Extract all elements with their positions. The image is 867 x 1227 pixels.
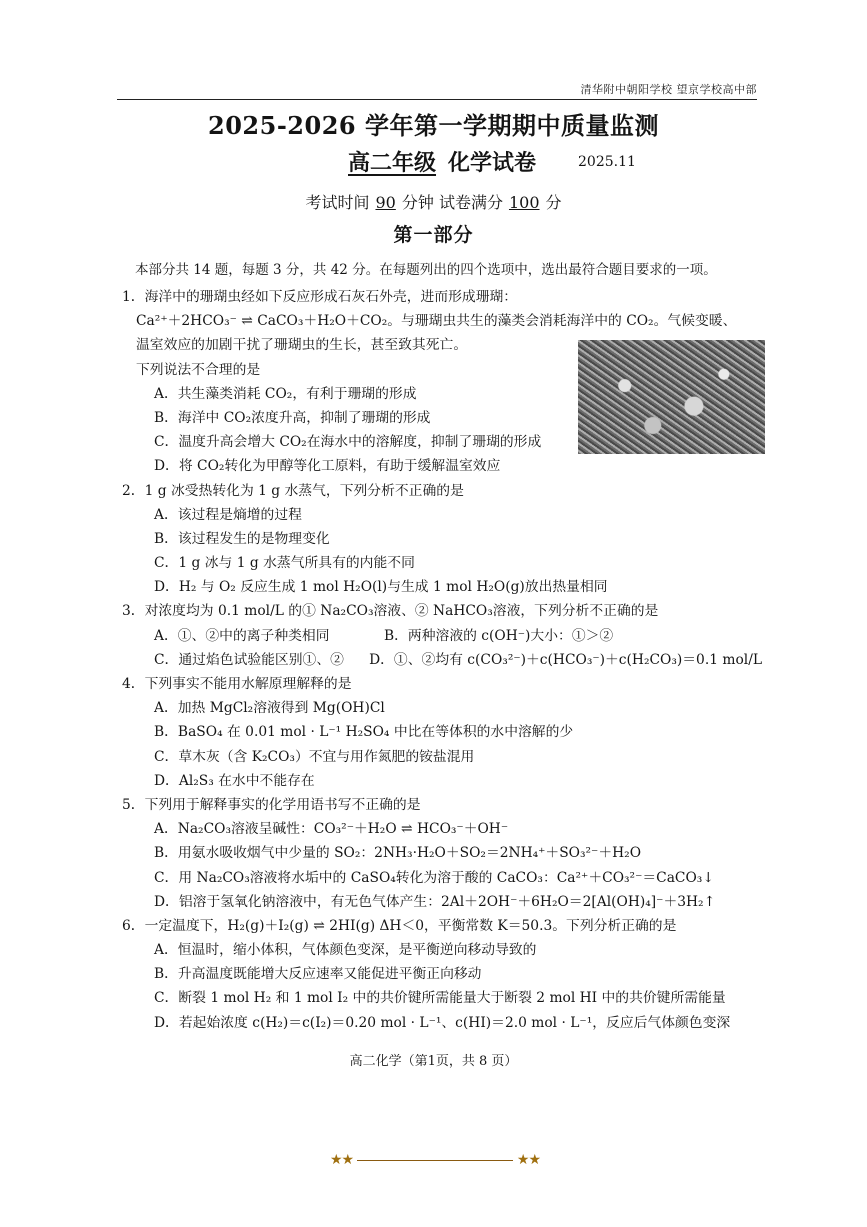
part-intro: 本部分共 14 题，每题 3 分，共 42 分。在每题列出的四个选项中，选出最符合题目要求的一项。: [135, 262, 717, 278]
question-stem: 2．1 g 冰受热转化为 1 g 水蒸气，下列分析不正确的是: [122, 482, 464, 499]
time-label: 考试时间: [305, 193, 370, 212]
option-text: B．BaSO₄ 在 0.01 mol · L⁻¹ H₂SO₄ 中比在等体积的水中溶解的少: [154, 724, 574, 741]
header-rule: [117, 99, 757, 100]
question-text: Ca²⁺＋2HCO₃⁻ ⇌ CaCO₃＋H₂O＋CO₂。与珊瑚虫共生的藻类会消耗海洋中的 CO₂。气候变暖、: [136, 313, 737, 330]
score-label: 试卷满分: [438, 193, 503, 212]
coral-photo: [578, 340, 765, 454]
option-text: D．若起始浓度 c(H₂)＝c(I₂)＝0.20 mol · L⁻¹、c(HI)＝2.0 mol · L⁻¹，反应后气体颜色变深: [154, 1014, 731, 1031]
question-text: 下列说法不合理的是: [136, 361, 261, 378]
option-row: [122, 624, 762, 648]
option-text: C．用 Na₂CO₃溶液将水垢中的 CaSO₄转化为溶于酸的 CaCO₃：Ca²⁺＋CO₃²⁻＝CaCO₃↓: [154, 869, 714, 886]
option-text: D．①、②均有 c(CO₃²⁻)＋c(HCO₃⁻)＋c(H₂CO₃)＝0.1 mol/L: [369, 651, 762, 668]
option-text: A．①、②中的离子种类相同: [154, 627, 330, 644]
score-unit: 分: [545, 193, 562, 212]
exam-subtitle: [348, 146, 536, 177]
school-name: 清华附中朝阳学校 望京学校高中部: [580, 83, 757, 96]
question-stem: 5．下列用于解释事实的化学用语书写不正确的是: [122, 796, 421, 813]
option-text: B．升高温度既能增大反应速率又能促进平衡正向移动: [154, 966, 482, 983]
subject-label: 化学试卷: [448, 150, 537, 176]
option-row: [122, 648, 762, 672]
option-text: B．该过程发生的是物理变化: [154, 530, 330, 547]
option-text: C．草木灰（含 K₂CO₃）不宜与用作氮肥的铵盐混用: [154, 748, 475, 765]
question-stem: 3．对浓度均为 0.1 mol/L 的① Na₂CO₃溶液、② NaHCO₃溶液，下列分析不正确的是: [122, 603, 659, 620]
option-text: D．H₂ 与 O₂ 反应生成 1 mol H₂O(l)与生成 1 mol H₂O(g)放出热量相同: [154, 579, 608, 596]
question-text: 温室效应的加剧干扰了珊瑚虫的生长，甚至致其死亡。: [136, 337, 468, 354]
score-value: 100: [508, 193, 540, 212]
option-text: D．Al₂S₃ 在水中不能存在: [154, 772, 315, 789]
option-text: A．Na₂CO₃溶液呈碱性：CO₃²⁻＋H₂O ⇌ HCO₃⁻＋OH⁻: [154, 821, 509, 838]
option-text: C．1 g 冰与 1 g 水蒸气所具有的内能不同: [154, 555, 415, 572]
option-text: B．用氨水吸收烟气中少量的 SO₂：2NH₃·H₂O＋SO₂＝2NH₄⁺＋SO₃²⁻＋H₂O: [154, 845, 642, 862]
option-text: D．将 CO₂转化为甲醇等化工原料，有助于缓解温室效应: [154, 458, 501, 475]
option-text: A．该过程是熵增的过程: [154, 506, 302, 523]
part-title: 第一部分: [393, 224, 474, 246]
question-stem: 4．下列事实不能用水解原理解释的是: [122, 676, 352, 692]
time-value: 90: [375, 193, 396, 212]
grade-label: 高二年级: [348, 150, 437, 176]
option-text: B．海洋中 CO₂浓度升高，抑制了珊瑚的形成: [154, 409, 431, 426]
page-footer: 高二化学（第1页，共 8 页）: [349, 1054, 518, 1069]
exam-date: 2025.11: [578, 154, 636, 170]
option-text: C．温度升高会增大 CO₂在海水中的溶解度，抑制了珊瑚的形成: [154, 434, 542, 451]
option-text: B．两种溶液的 c(OH⁻)大小：①＞②: [384, 627, 614, 644]
question-stem: 1．海洋中的珊瑚虫经如下反应形成石灰石外壳，进而形成珊瑚：: [122, 289, 518, 305]
star-icon-left: ★★: [330, 1152, 354, 1168]
exam-title: 2025-2026 学年第一学期期中质量监测: [208, 111, 659, 140]
option-text: C．通过焰色试验能区别①、②: [154, 651, 344, 668]
option-text: A．共生藻类消耗 CO₂，有利于珊瑚的形成: [154, 385, 417, 402]
option-text: A．加热 MgCl₂溶液得到 Mg(OH)Cl: [154, 700, 385, 717]
question-stem: 6．一定温度下，H₂(g)＋I₂(g) ⇌ 2HI(g) ΔH＜0，平衡常数 K＝50.3。下列分析正确的是: [122, 917, 677, 934]
star-icon-right: ★★: [516, 1152, 540, 1168]
footer-ornament: [330, 1150, 540, 1170]
option-text: D．铝溶于氢氧化钠溶液中，有无色气体产生：2Al＋2OH⁻＋6H₂O＝2[Al(OH)₄]⁻＋3H₂↑: [154, 893, 716, 910]
option-text: C．断裂 1 mol H₂ 和 1 mol I₂ 中的共价键所需能量大于断裂 2 mol HI 中的共价键所需能量: [154, 990, 726, 1007]
exam-time-info: [0, 190, 867, 213]
time-unit: 分钟: [401, 193, 434, 212]
option-text: A．恒温时，缩小体积，气体颜色变深，是平衡逆向移动导致的: [154, 942, 537, 959]
ornament-line: [357, 1160, 513, 1161]
